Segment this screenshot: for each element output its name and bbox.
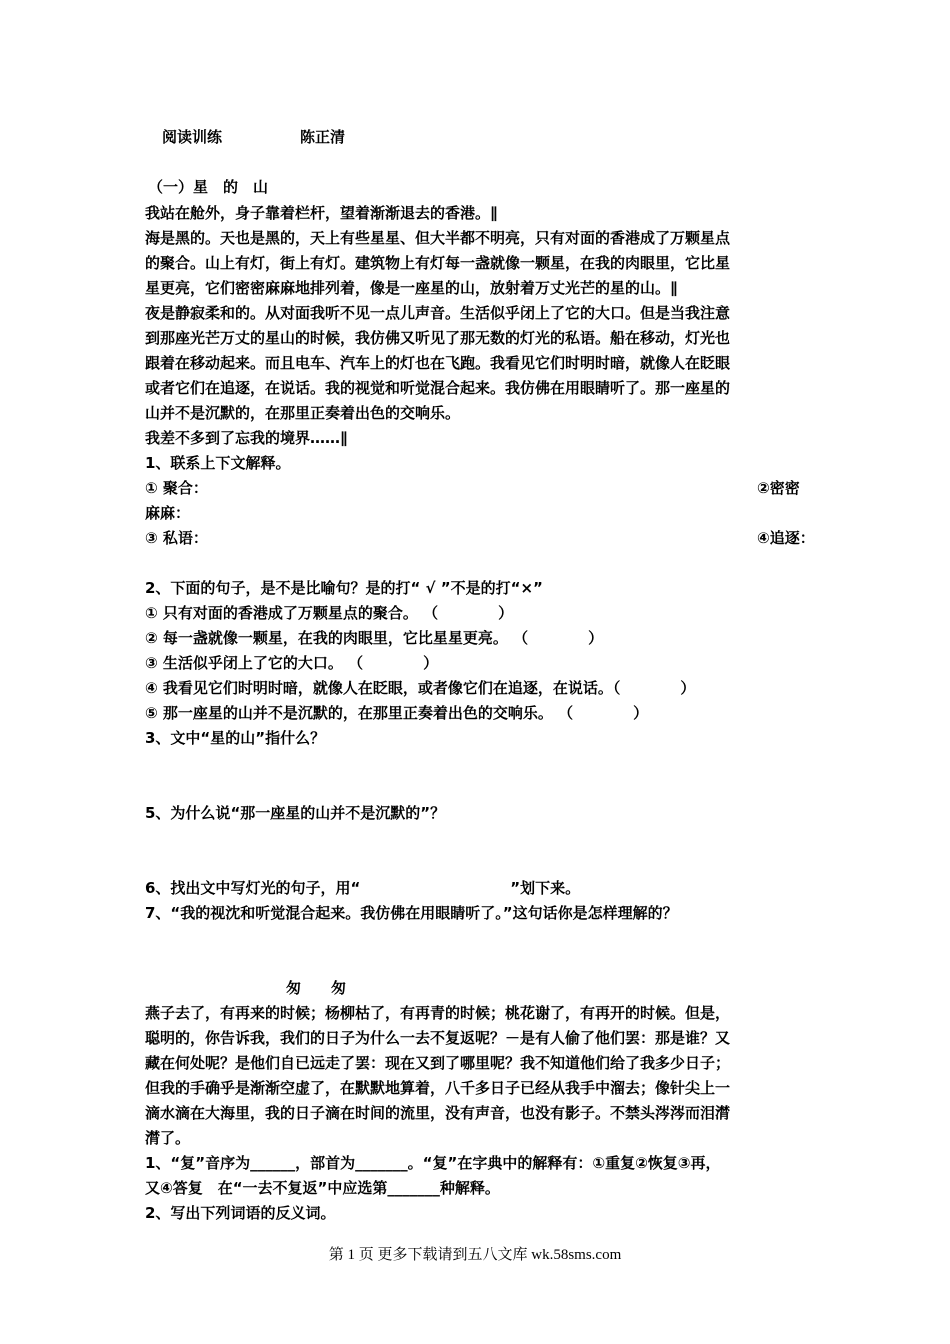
passage-line: 海是黑的。天也是黑的，天上有些星星、但大半都不明亮，只有对面的香港成了万颗星点 <box>145 229 731 247</box>
section2-question-1: 1、“复”音序为______，部首为_______。“复”在字典中的解释有：①重复②恢复③再， <box>145 1154 721 1172</box>
page-footer: 第 1 页 更多下载请到五八文库 wk.58sms.com <box>328 1247 622 1263</box>
passage-line: 夜是静寂柔和的。从对面我听不见一点儿声音。生活似乎闭上了它的大口。但是当我注意 <box>145 304 731 322</box>
question-1b-cont: 麻麻： <box>145 504 191 522</box>
question-3: 3、文中“星的山”指什么？ <box>145 729 326 747</box>
passage2-line: 聪明的，你告诉我，我们的日子为什么一去不复返呢？－是有人偷了他们罢：那是谁？又 <box>145 1029 731 1047</box>
passage-line: 跟着在移动起来。而且电车、汽车上的灯也在飞跑。我看见它们时明时暗，就像人在眨眼 <box>145 354 731 372</box>
passage-line: 我差不多到了忘我的境界……∥ <box>145 429 348 447</box>
doc-author: 陈正清 <box>300 128 346 146</box>
section1-title: （一）星 的 山 <box>148 178 269 196</box>
passage2-line: 但我的手确乎是渐渐空虚了，在默默地算着，八千多日子已经从我手中溜去；像针尖上一 <box>145 1079 731 1097</box>
question-6: 6、找出文中写灯光的句子，用“ ”划下来。 <box>145 879 581 897</box>
question-2-item: ② 每一盏就像一颗星，在我的肉眼里，它比星星更亮。 （ ） <box>145 629 604 647</box>
passage-line: 的聚合。山上有灯，街上有灯。建筑物上有灯每一盏就像一颗星，在我的肉眼里，它比星 <box>145 254 731 272</box>
section2-question-1-cont: 又④答复 在“一去不复返”中应选第_______种解释。 <box>145 1179 500 1197</box>
section2-question-2: 2、写出下列词语的反义词。 <box>145 1204 336 1222</box>
question-1b: ②密密 <box>757 479 800 497</box>
passage2-line: 藏在何处呢？是他们自已远走了罢：现在又到了哪里呢？我不知道他们给了我多少日子； <box>145 1054 731 1072</box>
doc-title: 阅读训练 <box>162 128 223 146</box>
question-1a: ① 聚合： <box>145 479 208 497</box>
question-2-item: ① 只有对面的香港成了万颗星点的聚合。 （ ） <box>145 604 514 622</box>
passage-line: 我站在舱外，身子靠着栏杆，望着渐渐退去的香港。∥ <box>145 204 498 222</box>
question-1c: ③ 私语： <box>145 529 208 547</box>
question-1-title: 1、联系上下文解释。 <box>145 454 291 472</box>
passage-line: 星更亮，它们密密麻麻地排列着，像是一座星的山，放射着万丈光芒的星的山。∥ <box>145 279 678 297</box>
passage-line: 山并不是沉默的，在那里正奏着出色的交响乐。 <box>145 404 461 422</box>
passage-line: 到那座光芒万丈的星山的时候，我仿佛又听见了那无数的灯光的私语。船在移动，灯光也 <box>145 329 731 347</box>
passage2-line: 潸了。 <box>145 1129 191 1147</box>
question-2-title: 2、下面的句子，是不是比喻句？是的打“ √ ”不是的打“×” <box>145 579 543 597</box>
question-2-item: ⑤ 那一座星的山并不是沉默的，在那里正奏着出色的交响乐。 （ ） <box>145 704 649 722</box>
question-2-item: ③ 生活似乎闭上了它的大口。 （ ） <box>145 654 439 672</box>
question-5: 5、为什么说“那一座星的山并不是沉默的”？ <box>145 804 446 822</box>
section2-title: 匆 匆 <box>286 979 347 997</box>
question-1d: ④追逐： <box>757 529 815 547</box>
question-7: 7、“我的视沈和听觉混合起来。我仿佛在用眼睛听了。”这句话你是怎样理解的？ <box>145 904 678 922</box>
passage-line: 或者它们在追逐，在说话。我的视觉和听觉混合起来。我仿佛在用眼睛听了。那一座星的 <box>145 379 731 397</box>
passage2-line: 滴水滴在大海里，我的日子滴在时间的流里，没有声音，也没有影子。不禁头涔涔而泪潸 <box>145 1104 731 1122</box>
question-2-item: ④ 我看见它们时明时暗，就像人在眨眼，或者像它们在追逐，在说话。（ ） <box>145 679 696 697</box>
passage2-line: 燕子去了，有再来的时候；杨柳枯了，有再青的时候；桃花谢了，有再开的时候。但是， <box>145 1004 731 1022</box>
